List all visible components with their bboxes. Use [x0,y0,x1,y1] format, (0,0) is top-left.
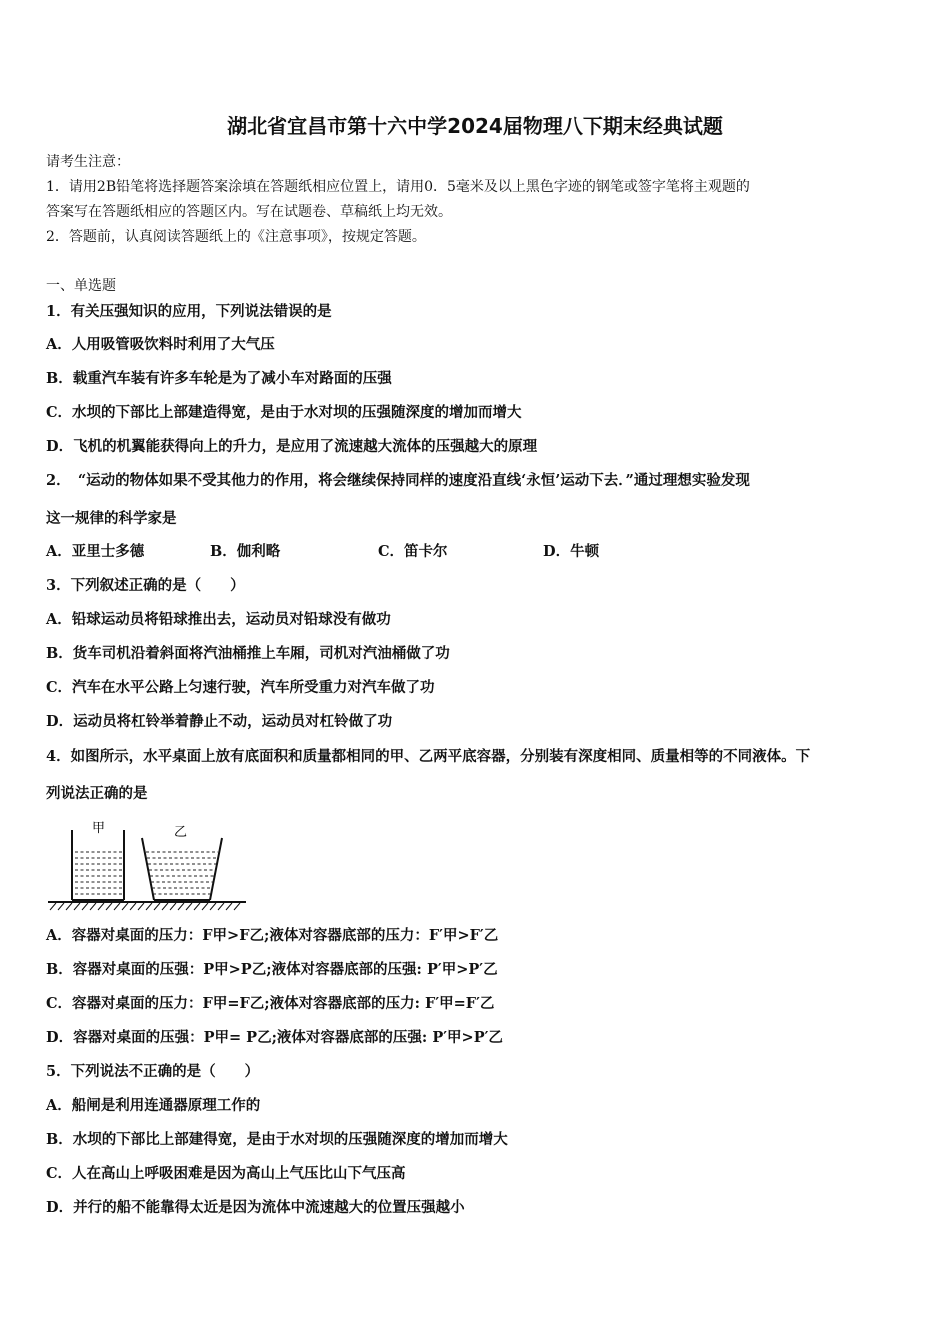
table-surface [48,902,246,910]
question-1-option-d: D．飞机的机翼能获得向上的升力，是应用了流速越大流体的压强越大的原理 [46,438,538,455]
question-5-option-a: A．船闸是利用连通器原理工作的 [46,1097,261,1114]
notice-heading: 请考生注意： [46,154,130,170]
question-5-option-c: C．人在高山上呼吸困难是因为高山上气压比山下气压高 [46,1165,406,1182]
question-3-option-a: A．铅球运动员将铅球推出去，运动员对铅球没有做功 [46,611,391,628]
question-2-stem-line-2: 这一规律的科学家是 [46,510,177,527]
question-2-option-b: B．伽利略 [210,543,281,560]
figure-label-yi: 乙 [174,825,188,840]
question-3-option-c: C．汽车在水平公路上匀速行驶，汽车所受重力对汽车做了功 [46,679,435,696]
question-3-option-d: D．运动员将杠铃举着静止不动，运动员对杠铃做了功 [46,713,393,730]
question-1-stem: 1．有关压强知识的应用，下列说法错误的是 [46,303,332,320]
question-1-option-b: B．载重汽车装有许多车轮是为了减小车对路面的压强 [46,370,392,387]
question-4-option-b: B．容器对桌面的压强：P甲>P乙;液体对容器底部的压强: P′甲>P′乙 [46,961,498,978]
section-heading: 一、单选题 [46,278,116,294]
container-jia [72,830,124,900]
question-5-option-d: D．并行的船不能靠得太近是因为流体中流速越大的位置压强越小 [46,1199,465,1216]
exam-title: 湖北省宜昌市第十六中学2024届物理八下期末经典试题 [227,114,723,138]
figure-label-jia: 甲 [92,821,106,836]
question-3-stem: 3．下列叙述正确的是（ ） [46,577,245,594]
question-2-stem-line-1: 2． “运动的物体如果不受其他力的作用，将会继续保持同样的速度沿直线‘永恒’运动下去．”通过理想实验发现 [46,472,750,489]
container-yi [142,838,222,900]
question-4-stem-line-1: 4．如图所示，水平桌面上放有底面积和质量都相同的甲、乙两平底容器，分别装有深度相同、质量相等的不同液体。下 [46,748,811,765]
question-2-option-a: A．亚里士多德 [46,543,145,560]
question-4-option-a: A．容器对桌面的压力：F甲>F乙;液体对容器底部的压力：F′甲>F′乙 [46,927,499,944]
question-5-option-b: B．水坝的下部比上部建得宽，是由于水对坝的压强随深度的增加而增大 [46,1131,508,1148]
question-2-option-c: C．笛卡尔 [378,543,448,560]
notice-item-1-line-2: 答案写在答题纸相应的答题区内。写在试题卷、草稿纸上均无效。 [46,204,452,220]
question-4-option-c: C．容器对桌面的压力：F甲=F乙;液体对容器底部的压力: F′甲=F′乙 [46,995,495,1012]
question-4-stem-line-2: 列说法正确的是 [46,785,148,802]
notice-item-1-line-1: 1．请用2B铅笔将选择题答案涂填在答题纸相应位置上，请用0．5毫米及以上黑色字迹的钢笔或签字笔将主观题的 [46,179,750,195]
question-3-option-b: B．货车司机沿着斜面将汽油桶推上车厢，司机对汽油桶做了功 [46,645,450,662]
containers-figure [44,820,254,915]
notice-item-2: 2．答题前，认真阅读答题纸上的《注意事项》，按规定答题。 [46,229,426,245]
question-2-option-d: D．牛顿 [543,543,600,560]
question-4-option-d: D．容器对桌面的压强：P甲= P乙;液体对容器底部的压强: P′甲>P′乙 [46,1029,503,1046]
question-1-option-a: A．人用吸管吸饮料时利用了大气压 [46,336,275,353]
question-1-option-c: C．水坝的下部比上部建造得宽，是由于水对坝的压强随深度的增加而增大 [46,404,522,421]
question-5-stem: 5．下列说法不正确的是（ ） [46,1063,260,1080]
